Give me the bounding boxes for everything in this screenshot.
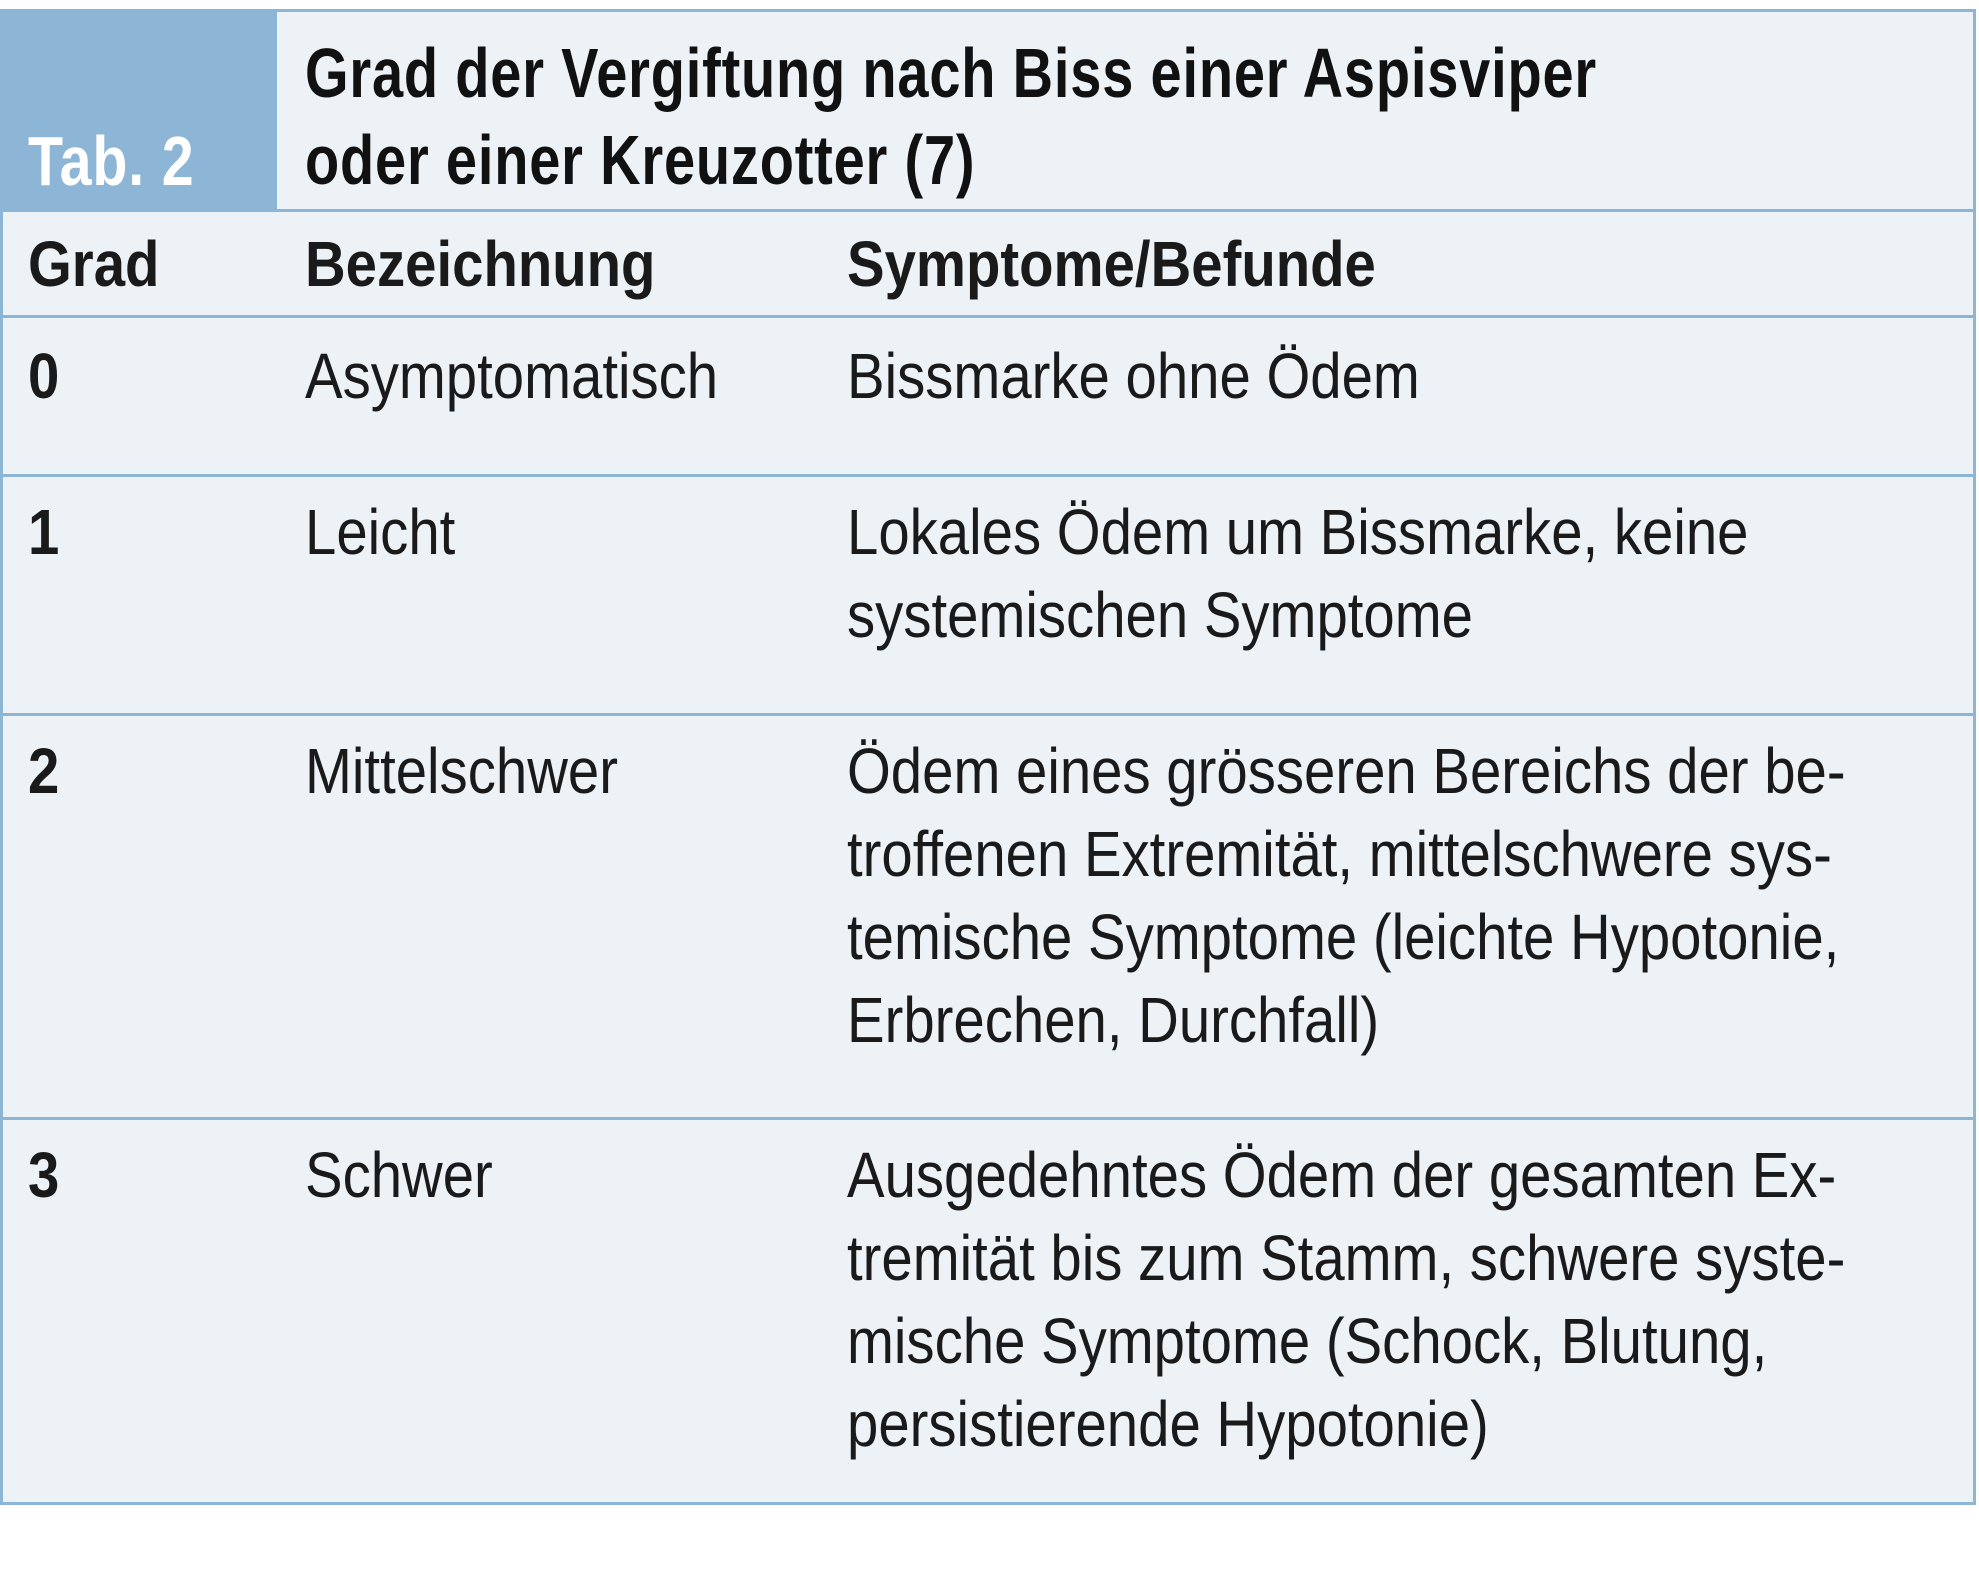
- symptom-line: systemischen Symptome: [847, 579, 1473, 651]
- symptom-line: Bissmarke ohne Ödem: [847, 340, 1420, 412]
- symptom-line: Ödem eines grösseren Bereichs der be-: [847, 735, 1846, 807]
- symptom-table: [0, 9, 1976, 1505]
- divider: [3, 1117, 1973, 1120]
- table-row-name: Schwer: [305, 1139, 493, 1211]
- table-row-symptoms: [847, 730, 1846, 1062]
- table-row-symptoms: [847, 335, 1420, 418]
- column-header-grade: Grad: [28, 228, 160, 300]
- column-header-symptoms: Symptome/Befunde: [847, 228, 1376, 300]
- symptom-line: temische Symptome (leichte Hypotonie,: [847, 901, 1840, 973]
- table-row-grade: 1: [28, 496, 60, 568]
- table-title-line: oder einer Kreuzotter (7): [305, 121, 976, 199]
- table-row-grade: 3: [28, 1139, 60, 1211]
- column-header-name: Bezeichnung: [305, 228, 656, 300]
- table-title: [305, 30, 1617, 204]
- table-row-name: Mittelschwer: [305, 735, 618, 807]
- table-title-line: Grad der Vergiftung nach Biss einer Aspisviper: [305, 34, 1597, 112]
- symptom-line: Erbrechen, Durchfall): [847, 984, 1380, 1056]
- symptom-line: Ausgedehntes Ödem der gesamten Ex-: [847, 1139, 1837, 1211]
- divider: [3, 713, 1973, 716]
- symptom-line: troffenen Extremität, mittelschwere sys-: [847, 818, 1832, 890]
- divider: [3, 474, 1973, 477]
- symptom-line: Lokales Ödem um Bissmarke, keine: [847, 496, 1749, 568]
- table-number-label: Tab. 2: [28, 122, 195, 200]
- symptom-line: tremität bis zum Stamm, schwere syste-: [847, 1222, 1846, 1294]
- table-number-badge: [3, 12, 277, 211]
- symptom-line: persistierende Hypotonie): [847, 1388, 1489, 1460]
- table-row-name: Asymptomatisch: [305, 340, 719, 412]
- table-row-symptoms: [847, 491, 1748, 657]
- table-row-grade: 2: [28, 735, 60, 807]
- symptom-line: mische Symptome (Schock, Blutung,: [847, 1305, 1768, 1377]
- divider: [3, 209, 1973, 212]
- table-row-name: Leicht: [305, 496, 456, 568]
- table-row-symptoms: [847, 1134, 1845, 1466]
- table-row-grade: 0: [28, 340, 60, 412]
- divider: [3, 315, 1973, 318]
